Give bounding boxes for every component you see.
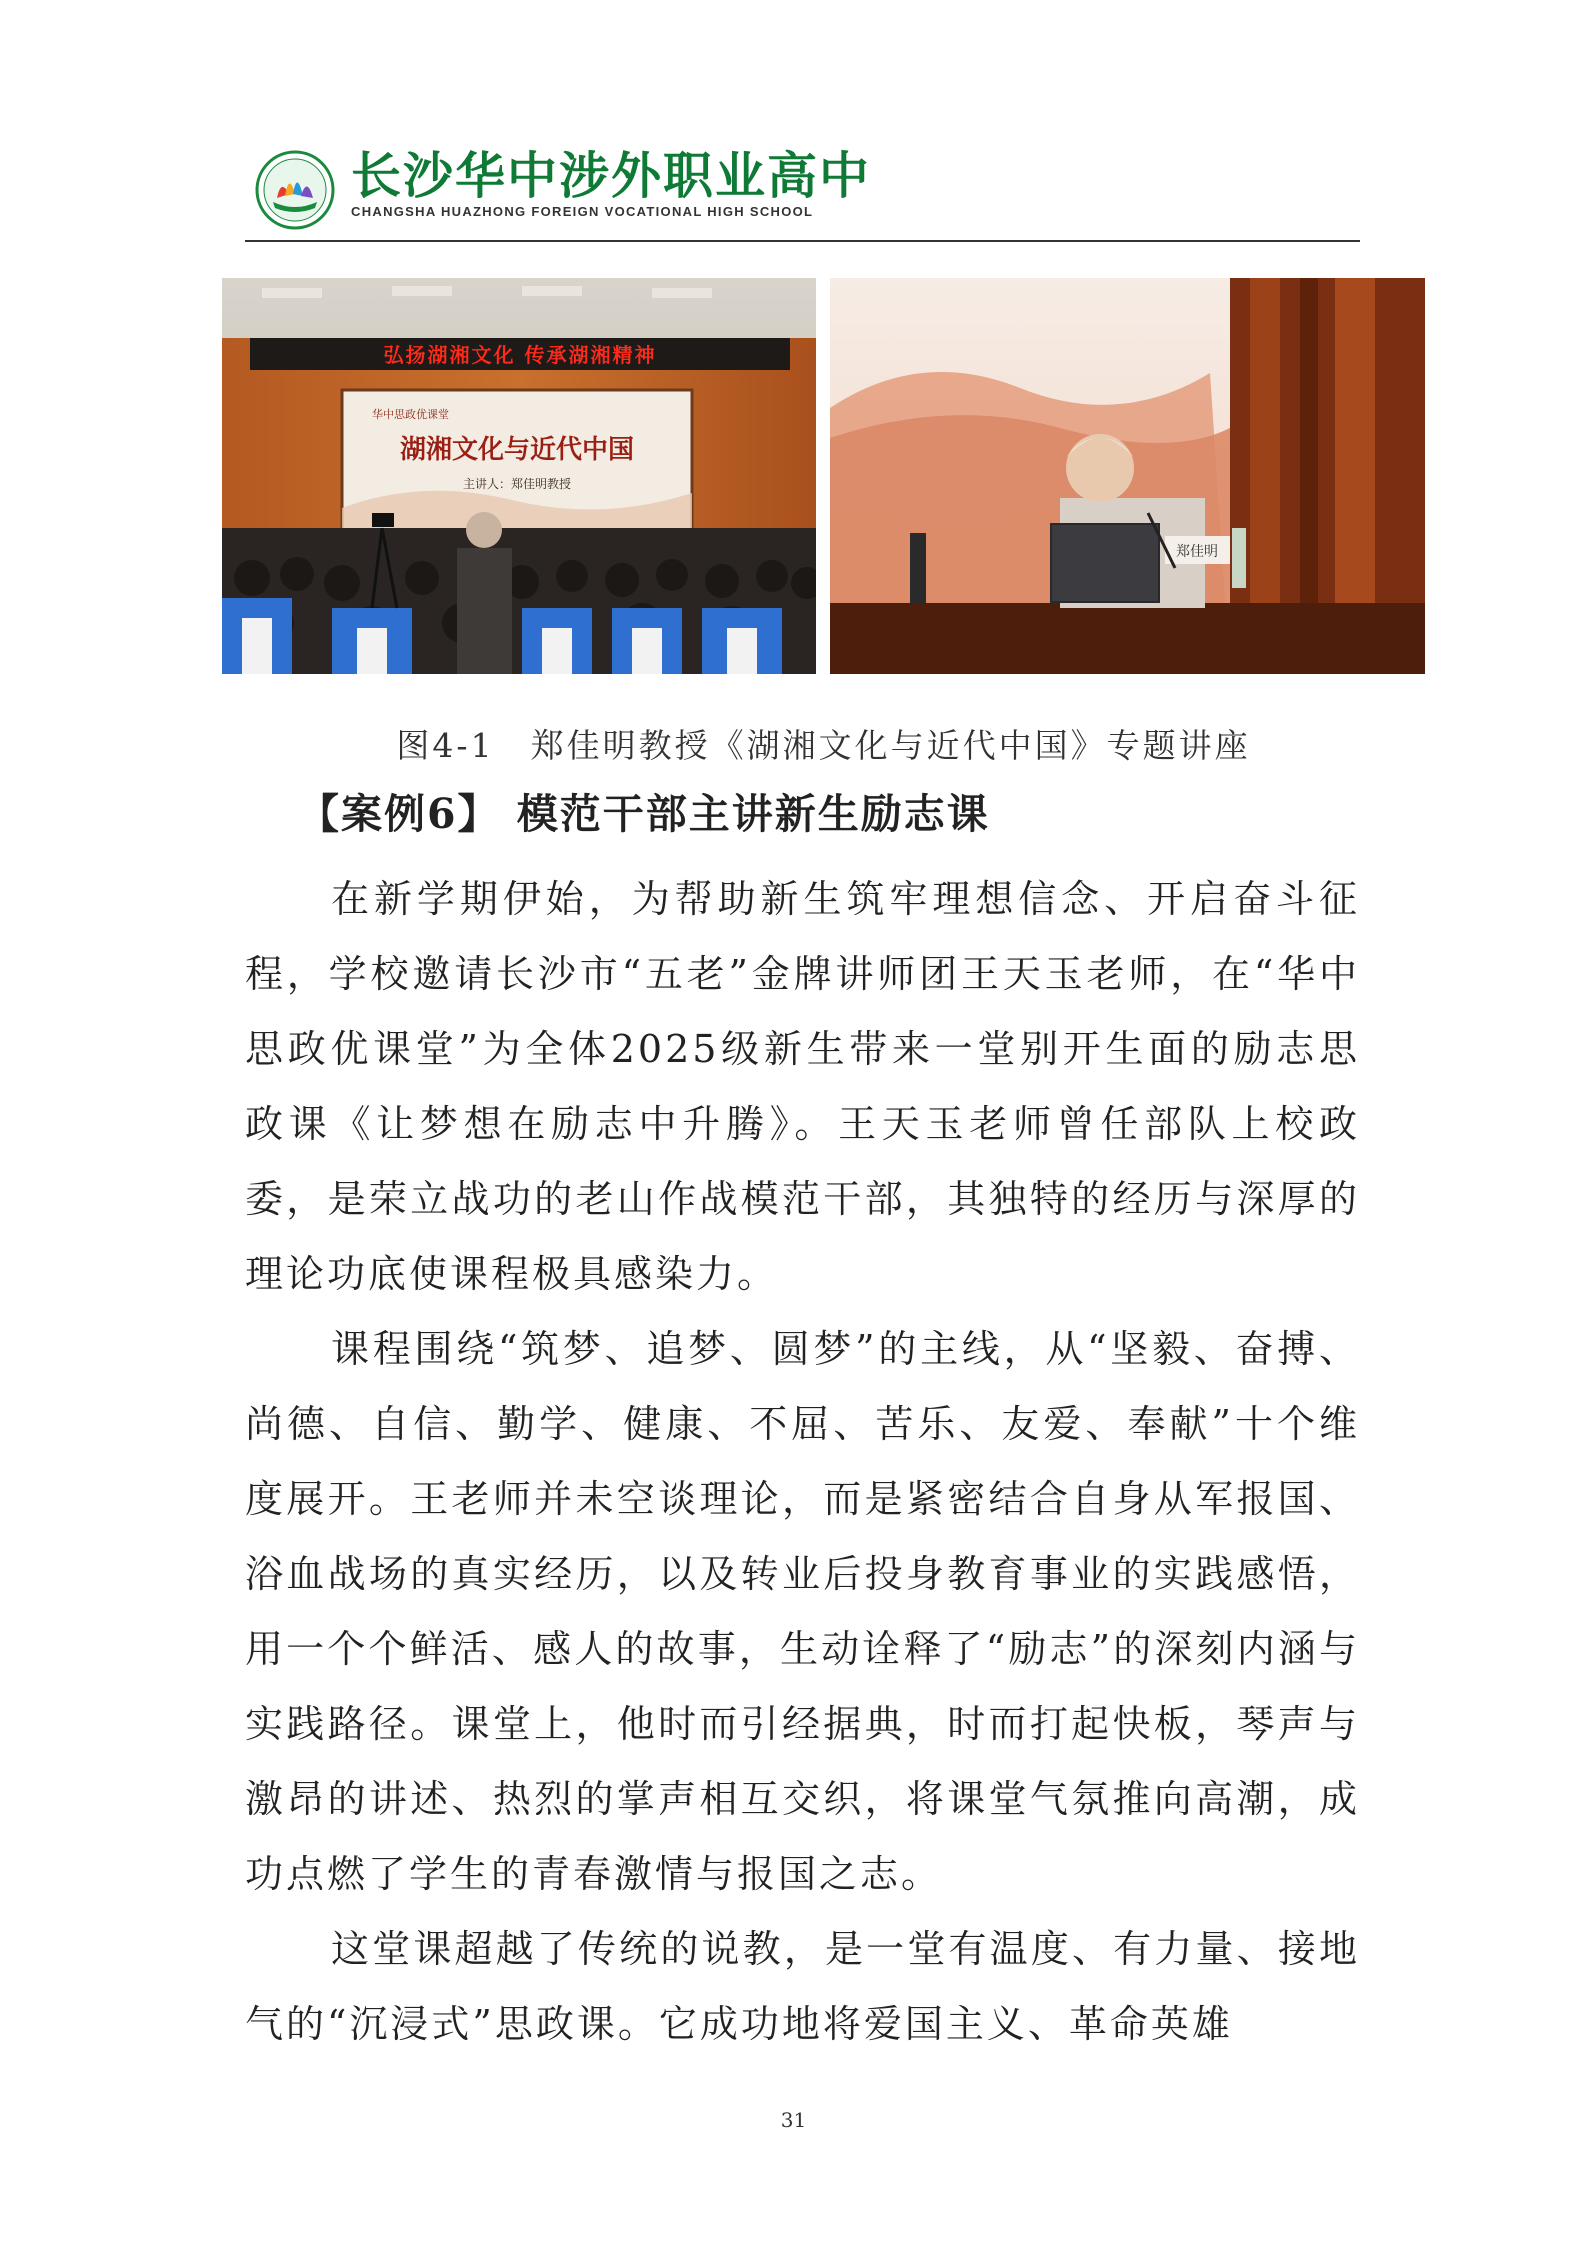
case-heading: 【案例6】 模范干部主讲新生励志课 — [298, 790, 990, 838]
screen-title: 湖湘文化与近代中国 — [399, 435, 635, 465]
header-divider — [245, 240, 1360, 242]
body-text — [245, 862, 1360, 2062]
professor-photo — [830, 278, 1425, 674]
school-name-cn: 长沙华中涉外职业高中 — [351, 147, 871, 205]
led-banner-text: 弘扬湖湘文化 传承湖湘精神 — [383, 343, 657, 367]
paragraph: 课程围绕“筑梦、追梦、圆梦”的主线，从“坚毅、奋搏、尚德、自信、勤学、健康、不屈、苦乐、友爱、奉献”十个维度展开。王老师并未空谈理论，而是紧密结合自身从军报国、浴血战场的真实经历，以及转业后投身教育事业的实践感悟，用一个个鲜活、感人的故事，生动诠释了“励志”的深刻内涵与实践路径。课堂上，他时而引经据典，时而打起快板，琴声与激昂的讲述、热烈的掌声相互交织，将课堂气氛推向高潮，成功点燃了学生的青春激情与报国之志。 — [245, 1327, 1360, 1896]
nameplate: 郑佳明 — [1176, 544, 1218, 560]
figure-caption: 图4-1 郑佳明教授《湖湘文化与近代中国》专题讲座 — [396, 726, 1251, 765]
screen-subtitle: 华中思政优课堂 — [372, 408, 449, 421]
lecture-hall-photo — [222, 278, 816, 674]
paragraph: 在新学期伊始，为帮助新生筑牢理想信念、开启奋斗征程，学校邀请长沙市“五老”金牌讲师团王天玉老师，在“华中思政优课堂”为全体2025级新生带来一堂别开生面的励志思政课《让梦想在励志中升腾》。王天玉老师曾任部队上校政委，是荣立战功的老山作战模范干部，其独特的经历与深厚的理论功底使课程极具感染力。 — [245, 877, 1360, 1296]
screen-speaker: 主讲人：郑佳明教授 — [462, 477, 572, 491]
paragraph: 这堂课超越了传统的说教，是一堂有温度、有力量、接地气的“沉浸式”思政课。它成功地将爱国主义、革命英雄 — [245, 1927, 1360, 2046]
school-logo-icon — [255, 150, 335, 230]
school-name-en: CHANGSHA HUAZHONG FOREIGN VOCATIONAL HIGH SCHOOL — [351, 204, 814, 219]
page-number: 31 — [780, 2108, 807, 2132]
school-header — [245, 138, 871, 234]
